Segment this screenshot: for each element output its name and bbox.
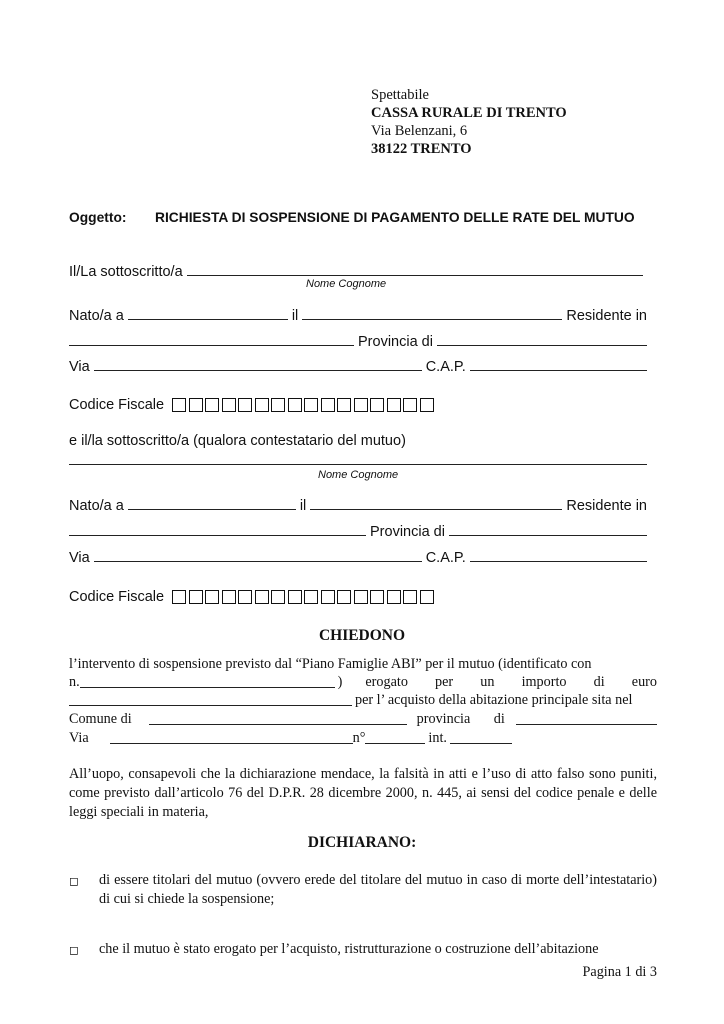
applicant2-birthplace-field[interactable] <box>128 509 296 510</box>
declaration-item <box>69 940 657 960</box>
applicant2-name-field[interactable] <box>69 464 647 465</box>
tax-code-boxes[interactable] <box>172 398 436 412</box>
applicant2-residence-field[interactable] <box>69 535 366 536</box>
applicant1-zip-field[interactable] <box>470 370 647 371</box>
amount-row <box>69 691 657 709</box>
applicant1-name-row <box>69 258 647 280</box>
applicant2-tax-code <box>69 586 436 608</box>
municipality-row <box>69 710 657 728</box>
recipient-address <box>371 86 567 158</box>
number-label: n° <box>352 730 366 746</box>
declarations-heading: DICHIARANO: <box>307 834 417 851</box>
applicant1-residence-row <box>69 328 647 350</box>
applicant2-street-field[interactable] <box>94 561 422 562</box>
via-field[interactable] <box>110 743 353 744</box>
purchase-text: per l’ acquisto della abitazione principale sita nel <box>355 692 633 708</box>
resident-label: Residente in <box>566 308 647 324</box>
zip-label: C.A.P. <box>425 550 466 566</box>
applicant2-province-field[interactable] <box>449 535 647 536</box>
loan-number-field[interactable] <box>80 687 335 688</box>
applicant1-residence-field[interactable] <box>69 345 354 346</box>
subject-label: Oggetto: <box>69 210 127 225</box>
birthdate-label: il <box>291 308 299 324</box>
int-label: int. <box>428 730 447 746</box>
applicant1-name-hint: Nome Cognome <box>306 278 387 290</box>
province-label: Provincia di <box>358 334 433 350</box>
granted-word: importo <box>521 674 567 690</box>
paren-close: ) <box>337 674 343 690</box>
applicant1-street-field[interactable] <box>94 370 422 371</box>
declaration-item <box>69 871 657 911</box>
granted-word: di <box>593 674 605 690</box>
applicant2-residence-row <box>69 518 647 540</box>
comune-field[interactable] <box>149 724 407 725</box>
via-label: Via <box>69 730 89 746</box>
declaration-text: di essere titolari del mutuo (ovvero erede del titolare del mutuo in caso di morte dell’intestatario) di cui si chiede la sospensione; <box>99 872 657 907</box>
provincia-field[interactable] <box>516 724 657 725</box>
granted-word: erogato <box>365 674 408 690</box>
page-number: Pagina 1 di 3 <box>582 964 657 980</box>
applicant1-province-field[interactable] <box>437 345 647 346</box>
co-holder-label: e il/la sottoscritto/a (qualora contestatario del mutuo) <box>69 433 406 449</box>
recipient-city: 38122 TRENTO <box>371 141 472 157</box>
declaration-text: che il mutuo è stato erogato per l’acquisto, ristrutturazione o costruzione dell’abitazione <box>99 941 599 957</box>
applicant2-zip-field[interactable] <box>470 561 647 562</box>
street-label: Via <box>69 550 90 566</box>
loan-number-label: n. <box>69 674 80 690</box>
int-field[interactable] <box>450 743 512 744</box>
tax-code-label: Codice Fiscale <box>69 589 165 605</box>
born-label: Nato/a a <box>69 498 124 514</box>
zip-label: C.A.P. <box>425 359 466 375</box>
checkbox-icon[interactable]: ◻ <box>69 874 79 888</box>
applicant2-name-row <box>69 447 647 469</box>
applicant1-name-field[interactable] <box>187 275 643 276</box>
recipient-salutation: Spettabile <box>371 87 429 103</box>
applicant1-birthplace-field[interactable] <box>128 319 288 320</box>
province-label: Provincia di <box>370 524 445 540</box>
comune-label: Comune di <box>69 711 132 727</box>
tax-code-label: Codice Fiscale <box>69 397 165 413</box>
applicant2-birthdate-field[interactable] <box>310 509 562 510</box>
legal-statement: All’uopo, consapevoli che la dichiarazione mendace, la falsità in atti e l’uso di atto falso sono puniti, come previsto dall’articolo 76 del D.P.R. 28 dicembre 2000, n. 445, ai sensi del codice penale e delle leggi speciali in materia, <box>69 766 657 820</box>
property-address-row <box>69 729 657 747</box>
recipient-name: CASSA RURALE DI TRENTO <box>371 105 567 121</box>
undersigned-label: Il/La sottoscritto/a <box>69 264 183 280</box>
applicant2-name-hint: Nome Cognome <box>318 469 399 481</box>
resident-label: Residente in <box>566 498 647 514</box>
granted-word: euro <box>631 674 657 690</box>
subject-text: RICHIESTA DI SOSPENSIONE DI PAGAMENTO DELLE RATE DEL MUTUO <box>155 210 635 225</box>
tax-code-boxes[interactable] <box>172 590 436 604</box>
checkbox-icon[interactable]: ◻ <box>69 943 79 957</box>
provincia-label: provincia di <box>416 711 505 727</box>
birthdate-label: il <box>299 498 307 514</box>
applicant2-address-row <box>69 544 647 566</box>
request-heading: CHIEDONO <box>318 627 406 644</box>
granted-word: un <box>480 674 495 690</box>
request-intro: l’intervento di sospensione previsto dal “Piano Famiglie ABI” per il mutuo (identificato con <box>69 656 592 672</box>
applicant1-address-row <box>69 353 647 375</box>
applicant1-tax-code <box>69 394 436 416</box>
applicant2-birth-row <box>69 492 647 514</box>
applicant1-birthdate-field[interactable] <box>302 319 562 320</box>
street-label: Via <box>69 359 90 375</box>
born-label: Nato/a a <box>69 308 124 324</box>
amount-field[interactable] <box>69 705 352 706</box>
granted-word: per <box>435 674 454 690</box>
number-field[interactable] <box>365 743 425 744</box>
applicant1-birth-row <box>69 302 647 324</box>
loan-number-row <box>69 673 657 691</box>
recipient-street: Via Belenzani, 6 <box>371 123 468 139</box>
granted-text <box>345 674 657 691</box>
